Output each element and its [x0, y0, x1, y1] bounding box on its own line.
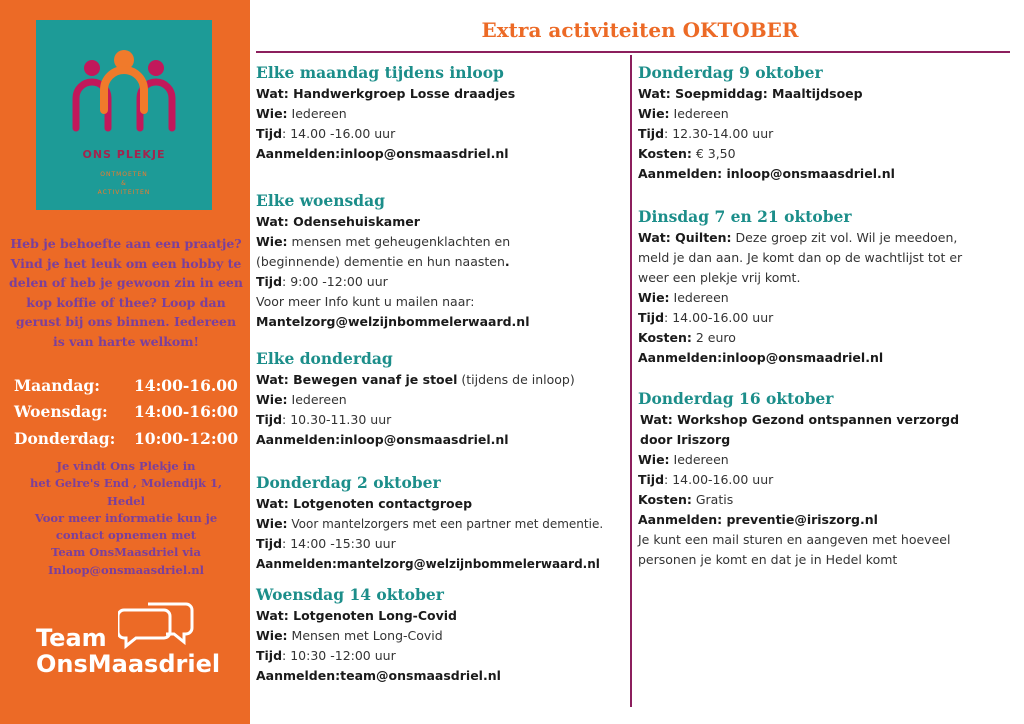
- cost-value: € 3,50: [691, 146, 736, 161]
- signup-email: Aanmelden:inloop@onsmaasdriel.nl: [256, 146, 509, 161]
- activity-heading: Dinsdag 7 en 21 oktober: [638, 207, 852, 226]
- cost-value: Gratis: [691, 492, 734, 507]
- speech-bubbles-icon: [118, 600, 198, 656]
- activity-heading: Elke maandag tijdens inloop: [256, 63, 504, 82]
- cost-value: 2 euro: [691, 330, 736, 345]
- activity-what-continued: door Iriszorg: [640, 432, 731, 447]
- activity-section: [638, 62, 1018, 206]
- activity-what: Wat: Handwerkgroep Losse draadjes: [256, 86, 516, 101]
- who-label: Wie:: [256, 392, 288, 407]
- cost-label: Kosten:: [638, 492, 692, 507]
- signup-email: Aanmelden:inloop@onsmaadriel.nl: [638, 350, 884, 365]
- extra-info: Voor meer Info kunt u mailen naar:: [256, 294, 475, 309]
- time-label: Tijd: [638, 472, 665, 487]
- contact-info: [10, 458, 242, 579]
- activity-section: [256, 190, 628, 348]
- who-value-end: .: [504, 254, 510, 269]
- activity-section: [256, 472, 628, 584]
- activity-heading: Donderdag 9 oktober: [638, 63, 823, 82]
- who-value: Iedereen: [669, 452, 729, 467]
- people-icon: [36, 20, 212, 150]
- cost-label: Kosten:: [638, 146, 692, 161]
- who-value: Iedereen: [287, 106, 347, 121]
- logo-name: ONS PLEKJE: [82, 148, 166, 161]
- note-line: personen je komt en dat je in Hedel komt: [638, 552, 898, 567]
- hours-day: Woensdag:: [14, 402, 108, 422]
- what-value: Deze groep zit vol. Wil je meedoen,: [731, 230, 958, 245]
- activity-what: Wat: Workshop Gezond ontspannen verzorgd: [640, 412, 960, 427]
- contact-line: Hedel: [107, 493, 145, 508]
- who-label: Wie:: [256, 234, 288, 249]
- what-extra: (tijdens de inloop): [457, 372, 575, 387]
- contact-email: Inloop@onsmaasdriel.nl: [48, 562, 204, 577]
- title-divider: [256, 51, 1010, 53]
- who-label: Wie:: [638, 106, 670, 121]
- time-value: : 14.00-16.00 uur: [664, 472, 774, 487]
- contact-line: contact opnemen met: [55, 528, 197, 543]
- note-line: Je kunt een mail sturen en aangeven met hoeveel: [638, 532, 951, 547]
- contact-line: Voor meer informatie kun je: [34, 510, 218, 525]
- signup-email: Aanmelden: preventie@iriszorg.nl: [638, 512, 878, 527]
- logo-tagline: [36, 170, 212, 197]
- time-label: Tijd: [256, 274, 283, 289]
- who-value-continued: (beginnende) dementie en hun naasten: [256, 254, 505, 269]
- team-onsmaasdriel-logo: [36, 600, 236, 690]
- signup-email: Aanmelden:team@onsmaasdriel.nl: [256, 668, 501, 683]
- who-label: Wie:: [638, 290, 670, 305]
- sidebar: [0, 0, 250, 724]
- hours-time: 14:00-16:00: [134, 402, 239, 422]
- activity-heading: Donderdag 2 oktober: [256, 473, 441, 492]
- activity-what: Wat: Soepmiddag: Maaltijdsoep: [638, 86, 863, 101]
- who-value: mensen met geheugenklachten en: [287, 234, 511, 249]
- time-value: : 10:30 -12:00 uur: [282, 648, 396, 663]
- signup-email: Aanmelden: inloop@onsmaasdriel.nl: [638, 166, 895, 181]
- signup-email: Aanmelden:mantelzorg@welzijnbommelerwaard.nl: [256, 557, 600, 571]
- time-label: Tijd: [638, 310, 665, 325]
- activity-what: Wat: Lotgenoten contactgroep: [256, 496, 473, 511]
- hours-row: [14, 399, 244, 426]
- logo-tagline-line: ACTIVITEITEN: [97, 189, 151, 196]
- cost-label: Kosten:: [638, 330, 692, 345]
- who-label: Wie:: [256, 628, 288, 643]
- logo-tagline-line: ONTMOETEN: [100, 171, 148, 178]
- what-label: Wat: Bewegen vanaf je stoel: [256, 372, 458, 387]
- time-label: Tijd: [256, 412, 283, 427]
- time-value: : 14:00 -15:30 uur: [282, 536, 396, 551]
- who-value: Voor mantelzorgers met een partner met dementie.: [287, 517, 604, 531]
- who-value: Iedereen: [669, 290, 729, 305]
- time-value: : 9:00 -12:00 uur: [282, 274, 388, 289]
- activity-heading: Woensdag 14 oktober: [256, 585, 444, 604]
- contact-line: Team OnsMaasdriel via: [51, 545, 201, 560]
- time-label: Tijd: [256, 126, 283, 141]
- time-label: Tijd: [638, 126, 665, 141]
- activity-heading: Elke woensdag: [256, 191, 385, 210]
- intro-text: Heb je behoefte aan een praatje? Vind je het leuk om een hobby te delen of heb je gewoon zin in een kop koffie of thee? Loop dan gerust bij ons binnen. Iedereen is van harte welkom!: [9, 236, 243, 349]
- activity-section: [256, 62, 628, 190]
- activity-section: [256, 348, 628, 472]
- who-value: Iedereen: [669, 106, 729, 121]
- hours-time: 10:00-12:00: [134, 428, 239, 448]
- who-label: Wie:: [638, 452, 670, 467]
- who-label: Wie:: [256, 106, 288, 121]
- time-value: : 12.30-14.00 uur: [664, 126, 774, 141]
- signup-email: Aanmelden:inloop@onsmaasdriel.nl: [256, 432, 509, 447]
- activity-what: Wat: Lotgenoten Long-Covid: [256, 608, 457, 623]
- who-label: Wie:: [256, 516, 288, 531]
- activity-what: Wat: Odensehuiskamer: [256, 214, 420, 229]
- page-title: Extra activiteiten OKTOBER: [481, 18, 799, 42]
- what-value-continued: meld je dan aan. Je komt dan op de wachtlijst tot er: [638, 250, 963, 265]
- contact-line: Je vindt Ons Plekje in: [56, 459, 196, 473]
- what-label: Wat: Quilten:: [638, 230, 732, 245]
- column-divider: [630, 55, 632, 707]
- who-value: Mensen met Long-Covid: [287, 628, 443, 643]
- time-value: : 14.00 -16.00 uur: [282, 126, 396, 141]
- team-logo-line: OnsMaasdriel: [36, 650, 221, 678]
- hours-row: [14, 425, 244, 452]
- contact-line: het Gelre's End , Molendijk 1,: [29, 476, 223, 491]
- hours-day: Maandag:: [14, 375, 100, 395]
- activity-section: [638, 388, 1018, 570]
- hours-day: Donderdag:: [14, 428, 116, 448]
- time-label: Tijd: [256, 536, 283, 551]
- what-value-continued: weer een plekje vrij komt.: [638, 270, 801, 285]
- who-value: Iedereen: [287, 392, 347, 407]
- time-label: Tijd: [256, 648, 283, 663]
- hours-row: [14, 372, 244, 399]
- team-logo-line: Team: [36, 624, 107, 652]
- signup-email: Mantelzorg@welzijnbommelerwaard.nl: [256, 314, 530, 329]
- time-value: : 14.00-16.00 uur: [664, 310, 774, 325]
- activity-heading: Donderdag 16 oktober: [638, 389, 834, 408]
- time-value: : 10.30-11.30 uur: [282, 412, 392, 427]
- activity-section: [638, 206, 1018, 388]
- opening-hours: [14, 372, 244, 452]
- hours-time: 14:00-16.00: [134, 375, 238, 395]
- ons-plekje-logo: [36, 20, 212, 210]
- right-column: [638, 62, 1018, 570]
- logo-tagline-line: &: [121, 180, 127, 187]
- activity-section: [256, 584, 628, 686]
- activity-heading: Elke donderdag: [256, 349, 393, 368]
- left-column: [256, 62, 628, 686]
